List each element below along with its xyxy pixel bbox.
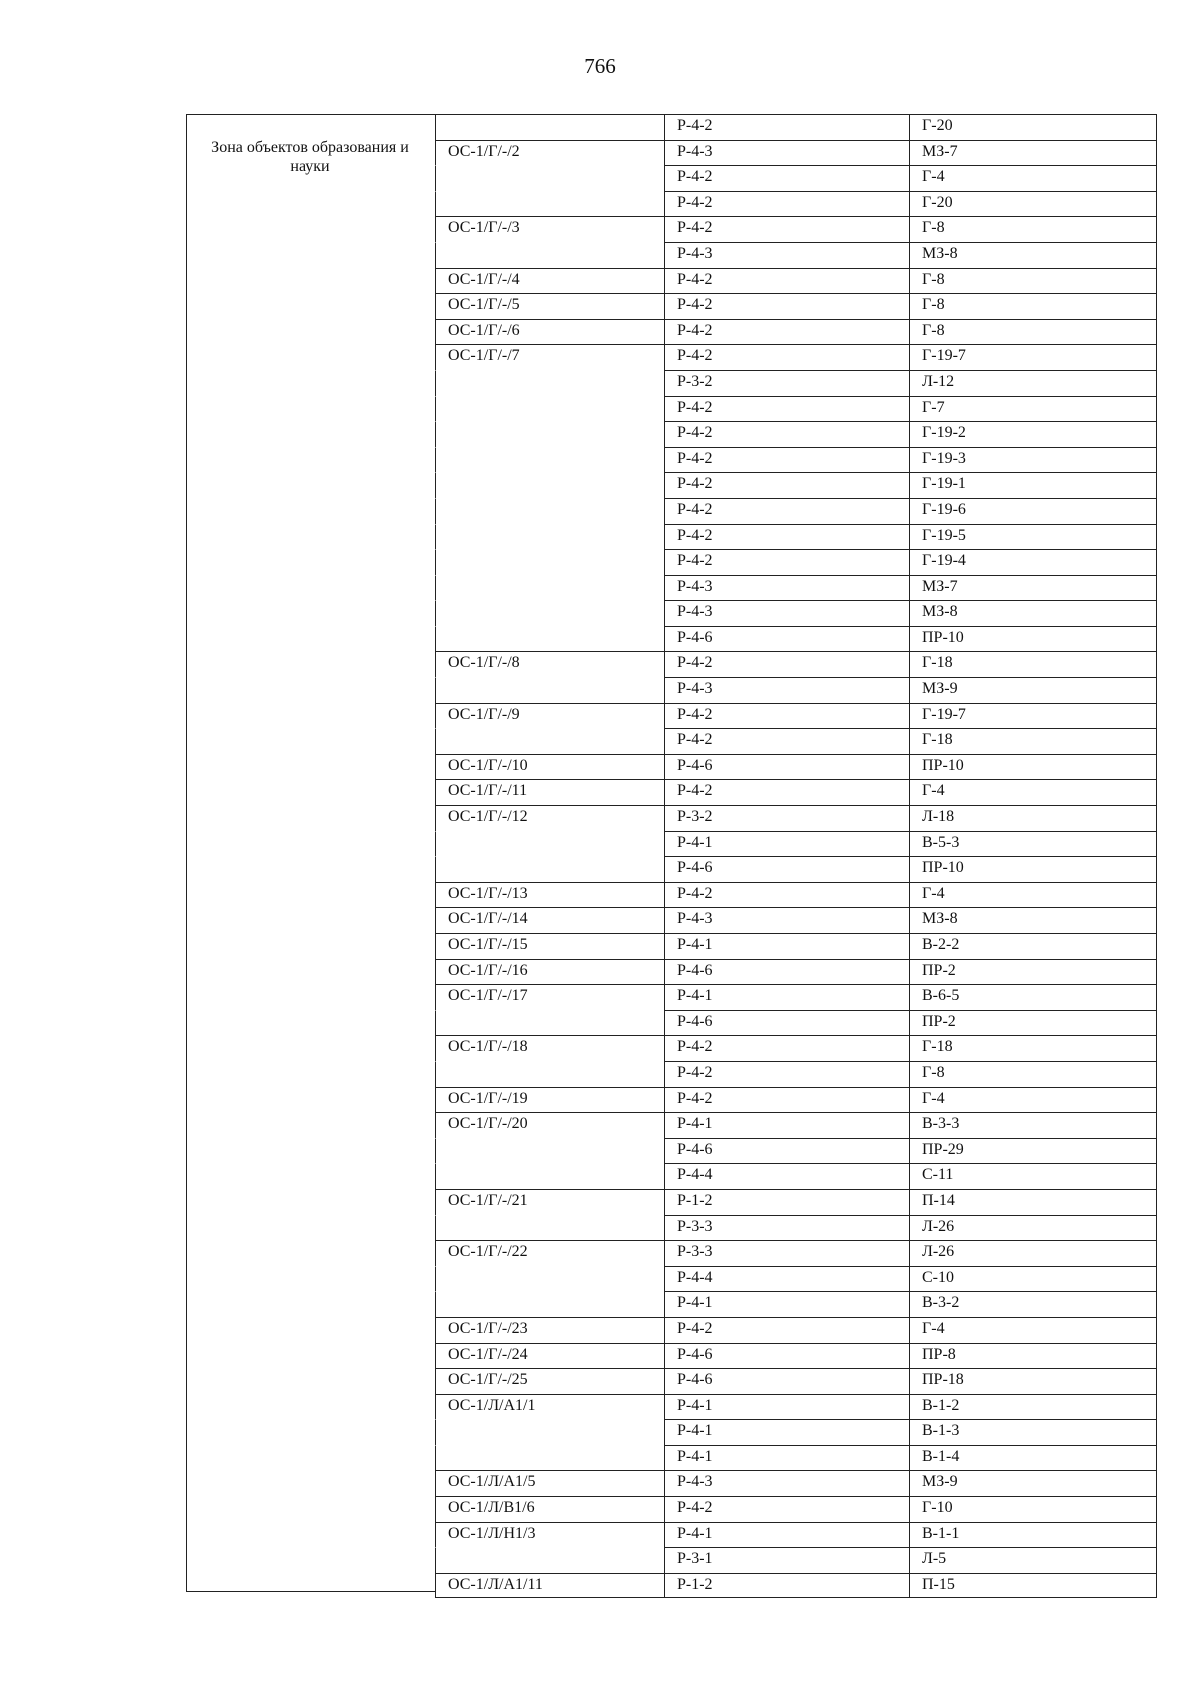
object-code-cell: ОС-1/Г/-/13 bbox=[435, 882, 664, 908]
object-code-cell bbox=[435, 831, 664, 857]
permitted-use-code-cell: Р-3-2 bbox=[664, 805, 909, 831]
table-row bbox=[435, 1061, 1157, 1087]
object-code-cell bbox=[435, 498, 664, 524]
table-row bbox=[435, 1470, 1157, 1496]
object-code-cell bbox=[435, 1138, 664, 1164]
permitted-use-code-cell: Р-3-1 bbox=[664, 1547, 909, 1573]
object-code-cell bbox=[435, 1163, 664, 1189]
reference-code-cell: МЗ-9 bbox=[909, 1470, 1157, 1496]
reference-code-cell: Г-18 bbox=[909, 728, 1157, 754]
table-row bbox=[435, 524, 1157, 550]
table-row bbox=[435, 703, 1157, 729]
zoning-table bbox=[435, 114, 1157, 1598]
table-row bbox=[435, 1010, 1157, 1036]
table-row bbox=[435, 1163, 1157, 1189]
permitted-use-code-cell: Р-4-1 bbox=[664, 1419, 909, 1445]
table-row bbox=[435, 933, 1157, 959]
reference-code-cell: МЗ-8 bbox=[909, 907, 1157, 933]
permitted-use-code-cell: Р-3-3 bbox=[664, 1215, 909, 1241]
object-code-cell bbox=[435, 472, 664, 498]
permitted-use-code-cell: Р-4-6 bbox=[664, 754, 909, 780]
object-code-cell bbox=[435, 728, 664, 754]
table-row bbox=[435, 626, 1157, 652]
table-row bbox=[435, 1112, 1157, 1138]
reference-code-cell: Г-7 bbox=[909, 396, 1157, 422]
object-code-cell: ОС-1/Л/А1/5 bbox=[435, 1470, 664, 1496]
object-code-cell: ОС-1/Г/-/6 bbox=[435, 319, 664, 345]
reference-code-cell: ПР-18 bbox=[909, 1368, 1157, 1394]
object-code-cell bbox=[435, 677, 664, 703]
permitted-use-code-cell: Р-4-3 bbox=[664, 242, 909, 268]
permitted-use-code-cell: Р-3-2 bbox=[664, 370, 909, 396]
permitted-use-code-cell: Р-1-2 bbox=[664, 1189, 909, 1215]
object-code-cell bbox=[435, 600, 664, 626]
object-code-cell bbox=[435, 1445, 664, 1471]
table-row bbox=[435, 447, 1157, 473]
table-row bbox=[435, 1317, 1157, 1343]
object-code-cell bbox=[435, 1266, 664, 1292]
permitted-use-code-cell: Р-4-2 bbox=[664, 1317, 909, 1343]
table-row bbox=[435, 984, 1157, 1010]
reference-code-cell: МЗ-7 bbox=[909, 575, 1157, 601]
table-row bbox=[435, 1291, 1157, 1317]
object-code-cell: ОС-1/Г/-/16 bbox=[435, 959, 664, 985]
reference-code-cell: Г-4 bbox=[909, 779, 1157, 805]
permitted-use-code-cell: Р-4-6 bbox=[664, 1138, 909, 1164]
table-row bbox=[435, 600, 1157, 626]
object-code-cell: ОС-1/Г/-/14 bbox=[435, 907, 664, 933]
permitted-use-code-cell: Р-4-6 bbox=[664, 1343, 909, 1369]
object-code-cell bbox=[435, 114, 664, 140]
table-row bbox=[435, 677, 1157, 703]
table-row bbox=[435, 191, 1157, 217]
reference-code-cell: В-1-1 bbox=[909, 1522, 1157, 1548]
table-row bbox=[435, 216, 1157, 242]
table-row bbox=[435, 319, 1157, 345]
reference-code-cell: МЗ-7 bbox=[909, 140, 1157, 166]
table-row bbox=[435, 1189, 1157, 1215]
permitted-use-code-cell: Р-4-3 bbox=[664, 600, 909, 626]
table-row bbox=[435, 1419, 1157, 1445]
object-code-cell bbox=[435, 191, 664, 217]
reference-code-cell: Г-19-2 bbox=[909, 421, 1157, 447]
table-row bbox=[435, 1573, 1157, 1599]
reference-code-cell: Г-4 bbox=[909, 882, 1157, 908]
reference-code-cell: Г-18 bbox=[909, 651, 1157, 677]
table-row bbox=[435, 268, 1157, 294]
permitted-use-code-cell: Р-4-2 bbox=[664, 549, 909, 575]
object-code-cell: ОС-1/Г/-/19 bbox=[435, 1087, 664, 1113]
permitted-use-code-cell: Р-3-3 bbox=[664, 1240, 909, 1266]
object-code-cell bbox=[435, 1215, 664, 1241]
reference-code-cell: МЗ-8 bbox=[909, 242, 1157, 268]
reference-code-cell: Г-19-3 bbox=[909, 447, 1157, 473]
reference-code-cell: Г-4 bbox=[909, 1087, 1157, 1113]
reference-code-cell: ПР-2 bbox=[909, 959, 1157, 985]
reference-code-cell: Г-8 bbox=[909, 268, 1157, 294]
permitted-use-code-cell: Р-4-2 bbox=[664, 1496, 909, 1522]
reference-code-cell: Г-4 bbox=[909, 165, 1157, 191]
reference-code-cell: Г-19-7 bbox=[909, 344, 1157, 370]
table-row bbox=[435, 651, 1157, 677]
reference-code-cell: Г-19-6 bbox=[909, 498, 1157, 524]
permitted-use-code-cell: Р-4-6 bbox=[664, 1010, 909, 1036]
object-code-cell bbox=[435, 1291, 664, 1317]
permitted-use-code-cell: Р-4-2 bbox=[664, 472, 909, 498]
reference-code-cell: Г-4 bbox=[909, 1317, 1157, 1343]
table-row bbox=[435, 549, 1157, 575]
reference-code-cell: Г-10 bbox=[909, 1496, 1157, 1522]
object-code-cell: ОС-1/Л/Н1/3 bbox=[435, 1522, 664, 1548]
object-code-cell: ОС-1/Г/-/7 bbox=[435, 344, 664, 370]
reference-code-cell: ПР-10 bbox=[909, 626, 1157, 652]
permitted-use-code-cell: Р-4-3 bbox=[664, 1470, 909, 1496]
permitted-use-code-cell: Р-4-1 bbox=[664, 1291, 909, 1317]
reference-code-cell: В-1-3 bbox=[909, 1419, 1157, 1445]
object-code-cell bbox=[435, 626, 664, 652]
object-code-cell: ОС-1/Л/В1/6 bbox=[435, 1496, 664, 1522]
permitted-use-code-cell: Р-4-2 bbox=[664, 421, 909, 447]
table-row bbox=[435, 907, 1157, 933]
table-row bbox=[435, 165, 1157, 191]
permitted-use-code-cell: Р-4-1 bbox=[664, 1394, 909, 1420]
reference-code-cell: Л-26 bbox=[909, 1240, 1157, 1266]
object-code-cell bbox=[435, 549, 664, 575]
object-code-cell bbox=[435, 447, 664, 473]
table-row bbox=[435, 831, 1157, 857]
table-row bbox=[435, 498, 1157, 524]
reference-code-cell: Л-26 bbox=[909, 1215, 1157, 1241]
object-code-cell: ОС-1/Л/А1/1 bbox=[435, 1394, 664, 1420]
permitted-use-code-cell: Р-4-2 bbox=[664, 344, 909, 370]
reference-code-cell: Г-20 bbox=[909, 114, 1157, 140]
object-code-cell: ОС-1/Г/-/24 bbox=[435, 1343, 664, 1369]
table-row bbox=[435, 959, 1157, 985]
table-row bbox=[435, 575, 1157, 601]
permitted-use-code-cell: Р-4-3 bbox=[664, 140, 909, 166]
table-row bbox=[435, 1266, 1157, 1292]
reference-code-cell: ПР-29 bbox=[909, 1138, 1157, 1164]
permitted-use-code-cell: Р-4-6 bbox=[664, 1368, 909, 1394]
permitted-use-code-cell: Р-4-4 bbox=[664, 1163, 909, 1189]
permitted-use-code-cell: Р-4-2 bbox=[664, 498, 909, 524]
object-code-cell bbox=[435, 165, 664, 191]
table-row bbox=[435, 1087, 1157, 1113]
table-row bbox=[435, 114, 1157, 140]
permitted-use-code-cell: Р-4-2 bbox=[664, 651, 909, 677]
reference-code-cell: Л-5 bbox=[909, 1547, 1157, 1573]
permitted-use-code-cell: Р-4-2 bbox=[664, 268, 909, 294]
object-code-cell: ОС-1/Г/-/10 bbox=[435, 754, 664, 780]
object-code-cell: ОС-1/Г/-/21 bbox=[435, 1189, 664, 1215]
object-code-cell: ОС-1/Г/-/20 bbox=[435, 1112, 664, 1138]
object-code-cell: ОС-1/Г/-/17 bbox=[435, 984, 664, 1010]
reference-code-cell: МЗ-9 bbox=[909, 677, 1157, 703]
permitted-use-code-cell: Р-4-2 bbox=[664, 728, 909, 754]
reference-code-cell: П-14 bbox=[909, 1189, 1157, 1215]
reference-code-cell: В-3-2 bbox=[909, 1291, 1157, 1317]
object-code-cell bbox=[435, 856, 664, 882]
reference-code-cell: С-11 bbox=[909, 1163, 1157, 1189]
object-code-cell bbox=[435, 1419, 664, 1445]
permitted-use-code-cell: Р-4-2 bbox=[664, 191, 909, 217]
permitted-use-code-cell: Р-4-2 bbox=[664, 396, 909, 422]
permitted-use-code-cell: Р-4-1 bbox=[664, 831, 909, 857]
object-code-cell: ОС-1/Г/-/3 bbox=[435, 216, 664, 242]
table-row bbox=[435, 140, 1157, 166]
reference-code-cell: Г-8 bbox=[909, 319, 1157, 345]
reference-code-cell: МЗ-8 bbox=[909, 600, 1157, 626]
reference-code-cell: В-1-4 bbox=[909, 1445, 1157, 1471]
object-code-cell: ОС-1/Г/-/15 bbox=[435, 933, 664, 959]
reference-code-cell: Г-20 bbox=[909, 191, 1157, 217]
object-code-cell: ОС-1/Г/-/25 bbox=[435, 1368, 664, 1394]
table-row bbox=[435, 1445, 1157, 1471]
object-code-cell: ОС-1/Г/-/22 bbox=[435, 1240, 664, 1266]
permitted-use-code-cell: Р-4-6 bbox=[664, 959, 909, 985]
permitted-use-code-cell: Р-4-2 bbox=[664, 1035, 909, 1061]
permitted-use-code-cell: Р-4-4 bbox=[664, 1266, 909, 1292]
table-row bbox=[435, 805, 1157, 831]
object-code-cell: ОС-1/Г/-/2 bbox=[435, 140, 664, 166]
permitted-use-code-cell: Р-4-2 bbox=[664, 216, 909, 242]
reference-code-cell: ПР-2 bbox=[909, 1010, 1157, 1036]
object-code-cell: ОС-1/Г/-/11 bbox=[435, 779, 664, 805]
permitted-use-code-cell: Р-4-2 bbox=[664, 319, 909, 345]
permitted-use-code-cell: Р-4-6 bbox=[664, 626, 909, 652]
object-code-cell bbox=[435, 396, 664, 422]
table-row bbox=[435, 396, 1157, 422]
table-row bbox=[435, 1496, 1157, 1522]
reference-code-cell: ПР-8 bbox=[909, 1343, 1157, 1369]
permitted-use-code-cell: Р-4-2 bbox=[664, 703, 909, 729]
permitted-use-code-cell: Р-4-3 bbox=[664, 575, 909, 601]
permitted-use-code-cell: Р-4-2 bbox=[664, 882, 909, 908]
object-code-cell: ОС-1/Г/-/4 bbox=[435, 268, 664, 294]
permitted-use-code-cell: Р-4-1 bbox=[664, 984, 909, 1010]
object-code-cell bbox=[435, 1547, 664, 1573]
reference-code-cell: ПР-10 bbox=[909, 856, 1157, 882]
reference-code-cell: В-1-2 bbox=[909, 1394, 1157, 1420]
table-row bbox=[435, 1368, 1157, 1394]
table-row bbox=[435, 293, 1157, 319]
table-row bbox=[435, 1215, 1157, 1241]
page-number: 766 bbox=[584, 54, 616, 78]
object-code-cell: ОС-1/Г/-/23 bbox=[435, 1317, 664, 1343]
table-row bbox=[435, 728, 1157, 754]
reference-code-cell: Л-18 bbox=[909, 805, 1157, 831]
zone-column bbox=[186, 114, 435, 1592]
table-row bbox=[435, 1547, 1157, 1573]
permitted-use-code-cell: Р-4-2 bbox=[664, 1061, 909, 1087]
object-code-cell bbox=[435, 370, 664, 396]
reference-code-cell: Л-12 bbox=[909, 370, 1157, 396]
permitted-use-code-cell: Р-4-1 bbox=[664, 1445, 909, 1471]
table-row bbox=[435, 882, 1157, 908]
permitted-use-code-cell: Р-4-3 bbox=[664, 907, 909, 933]
permitted-use-code-cell: Р-4-2 bbox=[664, 114, 909, 140]
reference-code-cell: П-15 bbox=[909, 1573, 1157, 1599]
table-row bbox=[435, 1394, 1157, 1420]
table-row bbox=[435, 856, 1157, 882]
object-code-cell bbox=[435, 1061, 664, 1087]
permitted-use-code-cell: Р-4-6 bbox=[664, 856, 909, 882]
reference-code-cell: Г-8 bbox=[909, 216, 1157, 242]
table-row bbox=[435, 779, 1157, 805]
reference-code-cell: Г-8 bbox=[909, 1061, 1157, 1087]
reference-code-cell: Г-19-7 bbox=[909, 703, 1157, 729]
table-row bbox=[435, 472, 1157, 498]
object-code-cell: ОС-1/Л/А1/11 bbox=[435, 1573, 664, 1599]
table-row bbox=[435, 242, 1157, 268]
reference-code-cell: С-10 bbox=[909, 1266, 1157, 1292]
table-row bbox=[435, 370, 1157, 396]
table-row bbox=[435, 421, 1157, 447]
object-code-cell: ОС-1/Г/-/9 bbox=[435, 703, 664, 729]
permitted-use-code-cell: Р-4-1 bbox=[664, 933, 909, 959]
zone-name: Зона объектов образования и науки bbox=[211, 139, 409, 175]
reference-code-cell: В-5-3 bbox=[909, 831, 1157, 857]
permitted-use-code-cell: Р-1-2 bbox=[664, 1573, 909, 1599]
permitted-use-code-cell: Р-4-2 bbox=[664, 524, 909, 550]
reference-code-cell: Г-18 bbox=[909, 1035, 1157, 1061]
reference-code-cell: Г-8 bbox=[909, 293, 1157, 319]
table-row bbox=[435, 754, 1157, 780]
permitted-use-code-cell: Р-4-1 bbox=[664, 1112, 909, 1138]
permitted-use-code-cell: Р-4-3 bbox=[664, 677, 909, 703]
permitted-use-code-cell: Р-4-2 bbox=[664, 293, 909, 319]
reference-code-cell: ПР-10 bbox=[909, 754, 1157, 780]
reference-code-cell: В-2-2 bbox=[909, 933, 1157, 959]
reference-code-cell: Г-19-5 bbox=[909, 524, 1157, 550]
table-row bbox=[435, 1035, 1157, 1061]
table-row bbox=[435, 1138, 1157, 1164]
object-code-cell: ОС-1/Г/-/5 bbox=[435, 293, 664, 319]
permitted-use-code-cell: Р-4-2 bbox=[664, 165, 909, 191]
object-code-cell bbox=[435, 242, 664, 268]
permitted-use-code-cell: Р-4-2 bbox=[664, 779, 909, 805]
permitted-use-code-cell: Р-4-2 bbox=[664, 1087, 909, 1113]
object-code-cell bbox=[435, 575, 664, 601]
reference-code-cell: В-6-5 bbox=[909, 984, 1157, 1010]
table-row bbox=[435, 1343, 1157, 1369]
table-row bbox=[435, 1522, 1157, 1548]
reference-code-cell: Г-19-1 bbox=[909, 472, 1157, 498]
permitted-use-code-cell: Р-4-1 bbox=[664, 1522, 909, 1548]
object-code-cell bbox=[435, 1010, 664, 1036]
object-code-cell: ОС-1/Г/-/18 bbox=[435, 1035, 664, 1061]
object-code-cell: ОС-1/Г/-/12 bbox=[435, 805, 664, 831]
reference-code-cell: Г-19-4 bbox=[909, 549, 1157, 575]
reference-code-cell: В-3-3 bbox=[909, 1112, 1157, 1138]
object-code-cell: ОС-1/Г/-/8 bbox=[435, 651, 664, 677]
object-code-cell bbox=[435, 524, 664, 550]
table-row bbox=[435, 344, 1157, 370]
table-row bbox=[435, 1240, 1157, 1266]
permitted-use-code-cell: Р-4-2 bbox=[664, 447, 909, 473]
object-code-cell bbox=[435, 421, 664, 447]
